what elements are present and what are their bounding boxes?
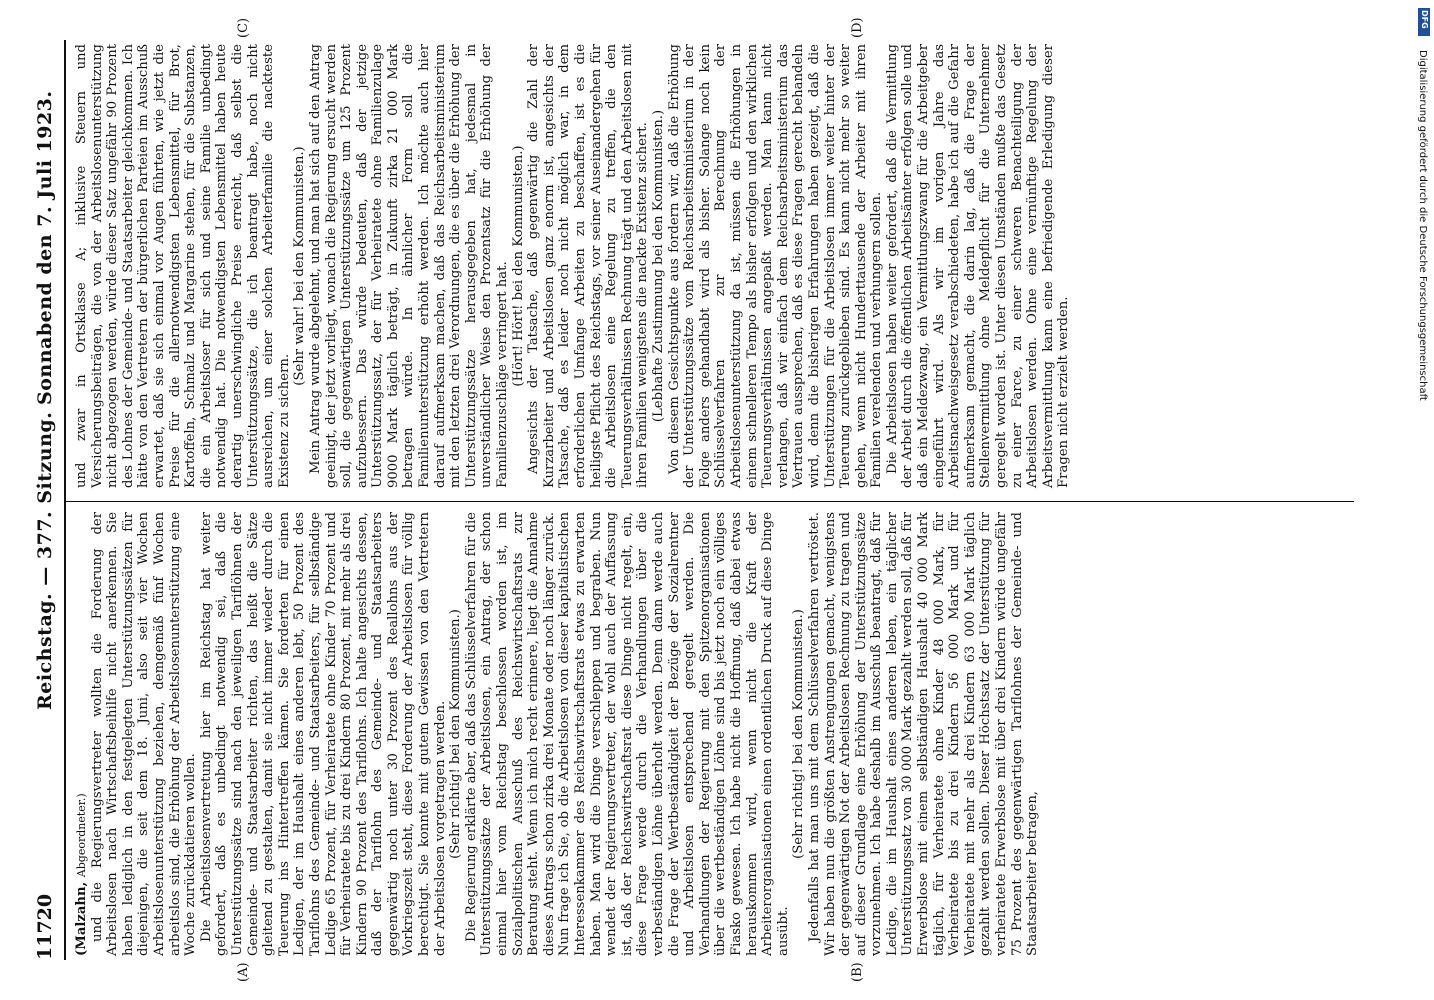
paragraph: und die Regierungsvertreter wollten die Forderung der Arbeitslosen nach Wirtschaftsbeihilfe nicht anerkennen. Sie haben lediglich in den festgelegten Unterstützungssätzen für diejenigen, die seit dem 18. Juni, also seit vier Wochen Arbeitslosenunterstützung beziehen, demgemäß fünf Wochen arbeitslos sind, die Erhöhung der Arbeitslosenunterstützung eine Woche zurückdatieren wollen. bbox=[89, 512, 199, 956]
paragraph: Von diesem Gesichtspunkte aus fordern wir, daß die Erhöhung der Unterstützungssätze vom Reichsarbeitsministerium in der Folge anders gehandhabt wird als bisher. Solange noch kein Schlüsselverfahren zur Berechnung der Arbeitslosenunterstützung da ist, müssen die Erhöhungen in einem schnelleren Tempo als bisher erfolgen und den wirklichen Teuerungsverhältnissen angepaßt werden. Man kann nicht verlangen, daß wir einfach dem Reichsarbeitsministerium das Vertrauen aussprechen, daß es diese Fragen gerecht behandeln wird, denn die bisherigen Erfahrungen haben gezeigt, daß die Unterstützungen für die Arbeitslosen immer weiter hinter der Teuerung zurückgeblieben sind. Es kann nicht mehr so weiter gehen, wenn nicht Hunderttausende der Arbeiter mit ihren Familien verelenden und verhungern sollen. bbox=[666, 44, 885, 488]
interjection: (Sehr richtig! bei den Kommunisten.) bbox=[791, 609, 807, 859]
page-number: 11720 bbox=[34, 893, 56, 960]
header-rule bbox=[64, 40, 66, 960]
header-right-title: Sonnabend den 7. Juli 1923. bbox=[34, 90, 56, 405]
speaker-line bbox=[74, 512, 90, 956]
dfg-logo: DFG bbox=[1418, 8, 1430, 36]
header-left-title: Reichstag. — 377. Sitzung. bbox=[34, 411, 56, 710]
paragraph: Jedenfalls hat man uns mit dem Schlüsselverfahren vertröstet. Wir haben nun die größten Anstrengungen gemacht, wenigstens der gegenwärtigen Not der Arbeitslosen Rechnung zu tragen und auf dieser Grundlage eine Erhöhung der Unterstützungssätze vorzunehmen. Ich habe deshalb im Ausschuß beantragt, daß für Ledige, die im Haushalt eines anderen leben, ein täglicher Unterstützungssatz von 30 000 Mark gezahlt werden soll, daß für Erwerbslose mit einem selbständigen Haushalt 40 000 Mark täglich, für Verheiratete ohne Kinder 48 000 Mark, für Verheiratete bis zu drei Kindern 56 000 Mark und für Verheiratete mit mehr als drei Kindern 63 000 Mark täglich gezahlt werden sollen. Dieser Höchstsatz der Unterstützung für verheiratete Erwerbslose mit über drei Kindern würde ungefähr 75 Prozent des gegenwärtigen Tariflohnes der Gemeinde- und Staatsarbeiter betragen, bbox=[806, 512, 1041, 956]
paragraph: Die Arbeitslosen haben weiter gefordert, daß die Vermittlung der Arbeit durch die öffentlichen Arbeitsämter erfolgen solle und daß ein Meldezwang, ein Vermittlungszwang für die Arbeitgeber eingeführt wird. Als wir im vorigen Jahre das Arbeitsnachweisgesetz verabschiedeten, habe ich auf die Gefahr aufmerksam gemacht, die darin lag, daß die Frage der Stellenvermittlung ohne Meldepflicht für die Unternehmer geregelt worden ist. Unter diesen Umständen mußte das Gesetz zu einer Farce, zu einer schweren Benachteiligung der Arbeitslosen werden. Ohne eine vernünftige Regelung der Arbeitsvermittlung kann eine befriedigende Erledigung dieser Fragen nicht erzielt werden. bbox=[884, 44, 1072, 488]
column-divider bbox=[64, 501, 1354, 502]
margin-letter-d: (D) bbox=[850, 17, 865, 38]
paragraph: und zwar in Ortsklasse A; inklusive Steuern und Versicherungsbeiträgen, die von der Arbeitslosenunterstützung nicht abgezogen werden, würde dieser Satz ungefähr 90 Prozent des Lohnes der Gemeinde- und Staatsarbeiter gleichkommen. Ich hätte von den Vertretern der bürgerlichen Parteien im Ausschuß erwartet, daß sie sich einmal vor Augen führten, wie jetzt die Preise für die allernotwendigsten Lebensmittel, für Brot, Kartoffeln, Schmalz und Margarine stehen, für die Substanzen, die ein Arbeitsloser für sich und seine Familie unbedingt notwendig hat. Die notwendigsten Lebensmittel haben heute derartig unerschwingliche Preise erreicht, daß selbst die Unterstützungssätze, die ich beantragt habe, noch nicht ausreichen, um einer solchen Arbeiterfamilie die nackteste Existenz zu sichern. bbox=[74, 44, 292, 488]
speaker-role: Abgeordneter.) bbox=[75, 793, 88, 878]
digitization-note: Digitalisierung gefördert durch die Deutsche Forschungsgemeinschaft bbox=[1417, 50, 1428, 401]
margin-letter-c: (C) bbox=[236, 17, 251, 38]
paragraph: Mein Antrag wurde abgelehnt, und man hat sich auf den Antrag geeinigt, der jetzt vorliegt, wonach die Regierung ersucht werden soll, die gegenwärtigen Unterstützungssätze um 125 Prozent aufzubessern. Das würde bedeuten, daß der jetzige Unterstützungssatz, der für Verheiratete ohne Familienzulage 9000 Mark täglich beträgt, in Zukunft zirka 21 000 Mark betragen würde. In ähnlicher Form soll die Familienunterstützung erhöht werden. Ich möchte auch hier darauf aufmerksam machen, daß das Reichsarbeitsministerium mit den letzten drei Verordnungen, die es über die Erhöhung der Unterstützungssätze herausgegeben hat, jedesmal in unverständlicher Weise den Prozentsatz für die Erhöhung der Familienzuschläge verringert hat. bbox=[307, 44, 511, 488]
speaker-name: (Malzahn, bbox=[74, 877, 89, 956]
interjection: (Sehr wahr! bei den Kommunisten.) bbox=[292, 146, 308, 386]
paragraph: Die Arbeitslosenvertretung hier im Reichstag hat weiter gefordert, daß es unbedingt notwendig sei, daß die Unterstützungssätze sind nach den jeweiligen Tariflöhnen der Gemeinde- und Staatsarbeiter richten, das heißt die Sätze gleitend zu gestalten, damit sie nicht immer wieder durch die Teuerung ins Hintertreffen kämen. Sie forderten für einen Ledigen, der im Haushalt eines anderen lebt, 50 Prozent des Tariflohns des Gemeinde- und Staatsarbeiters, für selbständige Ledige 65 Prozent, für Verheiratete ohne Kinder 70 Prozent und für Verheiratete bis zu drei Kindern 80 Prozent, mit mehr als drei Kindern 90 Prozent des Tariflohns. Ich halte angesichts dessen, daß der Tariflohn des Gemeinde- und Staatsarbeiters gegenwärtig noch unter 30 Prozent des Reallohns aus der Vorkriegszeit steht, diese Forderung der Arbeitslosen für völlig berechtigt. Sie konnte mit gutem Gewissen von den Vertretern der Arbeitslosen vorgetragen werden. bbox=[198, 512, 448, 956]
paragraph: Die Regierung erklärte aber, daß das Schlüsselverfahren für die Unterstützungssätze der Arbeitslosen, ein Antrag, der schon einmal hier vom Reichstag beschlossen worden ist, im Sozialpolitischen Ausschuß des Reichswirtschaftsrats zur Beratung steht. Wenn ich mich recht erinnere, liegt die Annahme dieses Antrags schon zirka drei Monate oder noch länger zurück. Nun frage ich Sie, ob die Arbeitslosen von dieser kapitalistischen Interessenkammer des Reichswirtschaftsrats etwas zu erwarten haben. Man wird die Dinge verschleppen und begraben. Nun wendet der Regierungsvertreter, der wohl auch der Auffassung ist, daß der Reichswirtschaftsrat diese Dinge nicht regelt, ein, diese Frage werde durch die Verhandlungen über die verbeständigen Löhne überholt werden. Denn dann werde auch die Frage der Wertbeständigkeit der Bezüge der Sozialrentner und Arbeitslosen entsprechend geregelt werden. Die Verhandlungen der Regierung mit den Spitzenorganisationen über die wertbeständigen Löhne sind bis jetzt noch ein völliges Fiasko gewesen. Ich habe nicht die Hoffnung, daß dabei etwas herauskommen wird, wenn nicht die Kraft der Arbeiterorganisationen einen ordentlichen Druck auf diese Dinge ausübt. bbox=[463, 512, 791, 956]
interjection: (Hört! Hört! bei den Kommunisten.) bbox=[510, 145, 526, 387]
page-header bbox=[30, 30, 60, 960]
right-column bbox=[74, 44, 1072, 488]
left-column bbox=[74, 512, 1041, 956]
margin-letter-b: (B) bbox=[850, 962, 865, 982]
margin-letter-a: (A) bbox=[236, 962, 251, 982]
interjection: (Sehr richtig! bei den Kommunisten.) bbox=[448, 609, 464, 859]
paragraph: Angesichts der Tatsache, daß gegenwärtig die Zahl der Kurzarbeiter und Arbeitslosen ganz enorm ist, angesichts der Tatsache, daß es leider noch nicht möglich war, in dem erforderlichen Umfange Arbeiten zu beschaffen, ist es die heiligste Pflicht des Reichstags, vor seiner Auseinandergehen für die Arbeitslosen eine Regelung zu treffen, die den Teuerungsverhältnissen Rechnung trägt und den Arbeitslosen mit ihren Familien wenigstens die nackte Existenz sichert. bbox=[526, 44, 651, 488]
interjection: (Lebhafte Zustimmung bei den Kommunisten.) bbox=[650, 109, 666, 423]
